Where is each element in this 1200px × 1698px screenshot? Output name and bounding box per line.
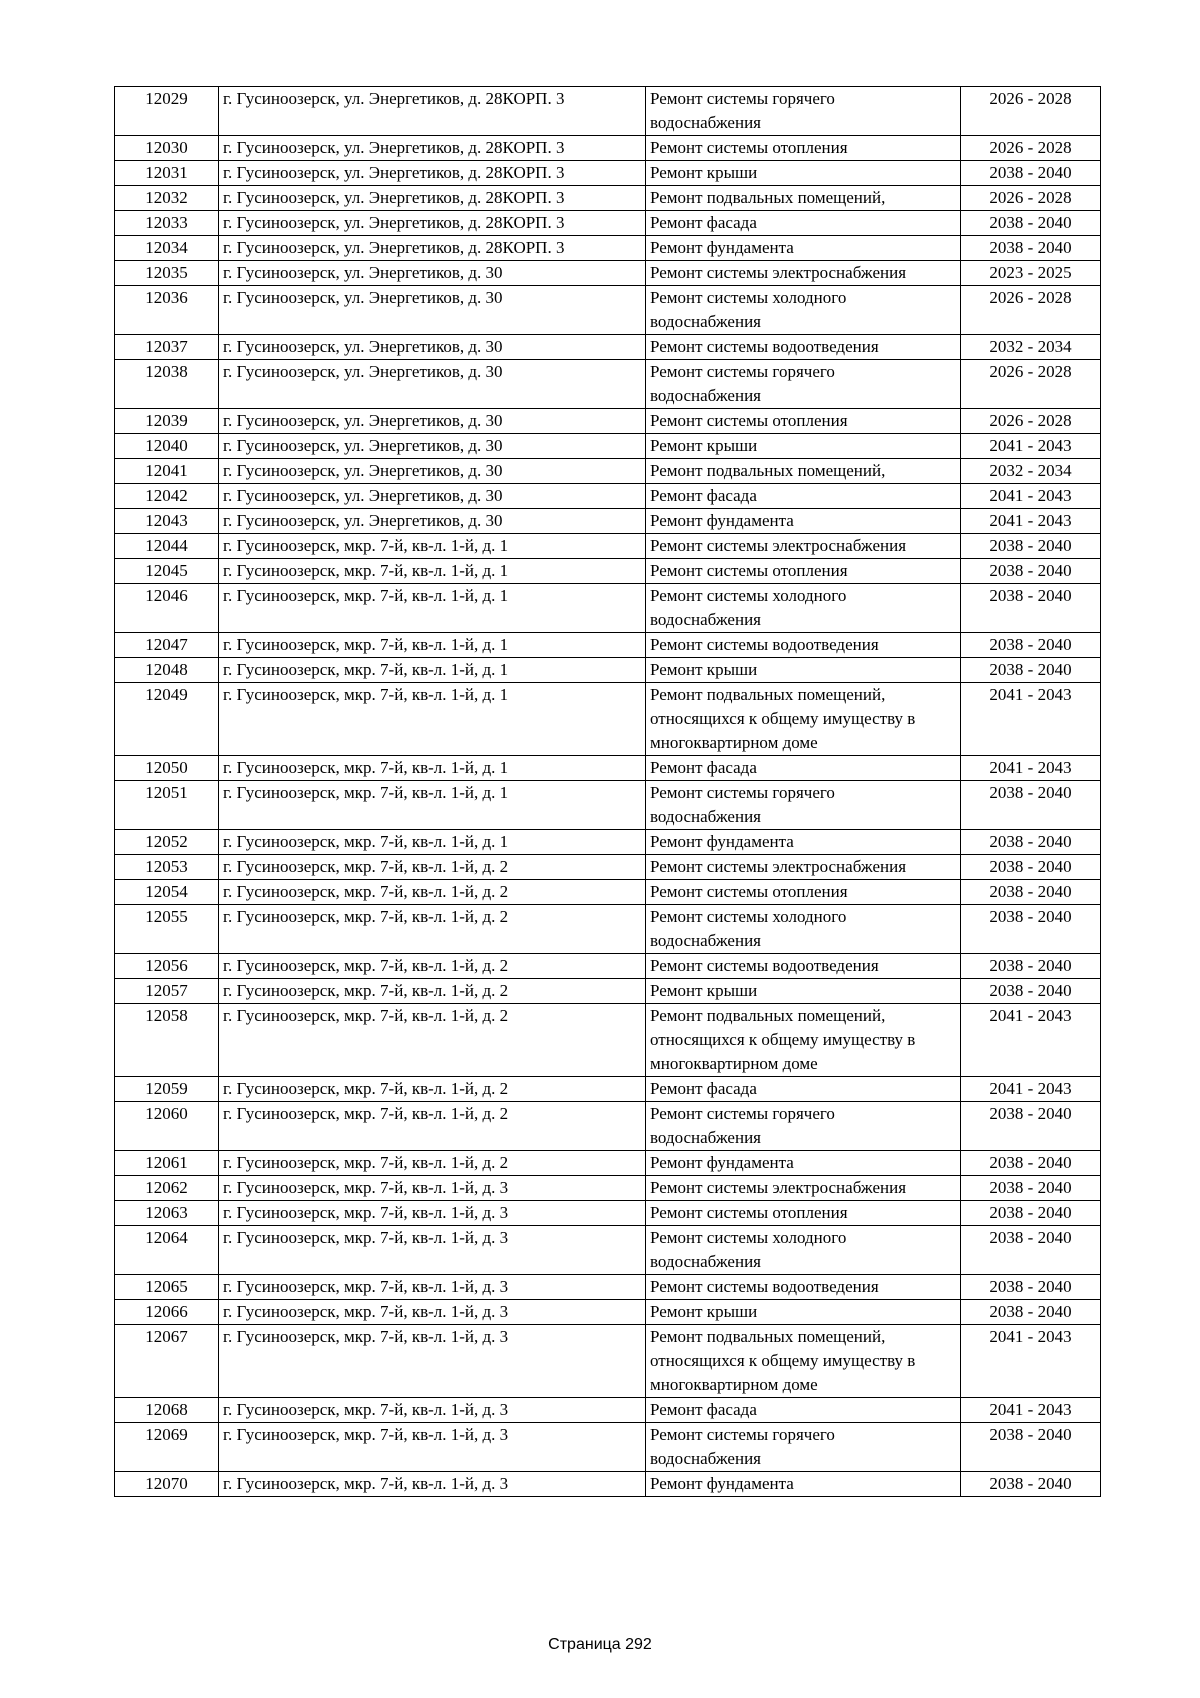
address-cell: г. Гусиноозерск, ул. Энергетиков, д. 30 <box>219 261 646 286</box>
period-cell: 2038 - 2040 <box>961 559 1101 584</box>
address-cell: г. Гусиноозерск, мкр. 7-й, кв-л. 1-й, д. 1 <box>219 830 646 855</box>
table-row <box>115 509 1101 534</box>
table-row <box>115 756 1101 781</box>
table-row <box>115 1004 1101 1077</box>
table-row <box>115 1151 1101 1176</box>
row-number-cell: 12063 <box>115 1201 219 1226</box>
table-row <box>115 979 1101 1004</box>
work-type-cell: Ремонт фасада <box>646 1398 961 1423</box>
period-cell: 2038 - 2040 <box>961 1472 1101 1497</box>
period-cell: 2038 - 2040 <box>961 1226 1101 1275</box>
address-cell: г. Гусиноозерск, ул. Энергетиков, д. 30 <box>219 409 646 434</box>
work-type-cell: Ремонт системы электроснабжения <box>646 534 961 559</box>
address-cell: г. Гусиноозерск, мкр. 7-й, кв-л. 1-й, д. 1 <box>219 683 646 756</box>
address-cell: г. Гусиноозерск, мкр. 7-й, кв-л. 1-й, д. 1 <box>219 781 646 830</box>
address-cell: г. Гусиноозерск, мкр. 7-й, кв-л. 1-й, д. 1 <box>219 584 646 633</box>
address-cell: г. Гусиноозерск, мкр. 7-й, кв-л. 1-й, д. 3 <box>219 1275 646 1300</box>
address-cell: г. Гусиноозерск, мкр. 7-й, кв-л. 1-й, д. 3 <box>219 1325 646 1398</box>
table-row <box>115 683 1101 756</box>
work-type-cell: Ремонт системы горячего водоснабжения <box>646 1423 961 1472</box>
address-cell: г. Гусиноозерск, ул. Энергетиков, д. 30 <box>219 509 646 534</box>
row-number-cell: 12029 <box>115 87 219 136</box>
address-cell: г. Гусиноозерск, мкр. 7-й, кв-л. 1-й, д. 2 <box>219 979 646 1004</box>
table-row <box>115 484 1101 509</box>
work-type-cell: Ремонт системы отопления <box>646 559 961 584</box>
work-type-cell: Ремонт системы электроснабжения <box>646 261 961 286</box>
period-cell: 2038 - 2040 <box>961 905 1101 954</box>
work-type-cell: Ремонт системы холодного водоснабжения <box>646 905 961 954</box>
table-row <box>115 1201 1101 1226</box>
address-cell: г. Гусиноозерск, ул. Энергетиков, д. 30 <box>219 459 646 484</box>
work-type-cell: Ремонт крыши <box>646 979 961 1004</box>
address-cell: г. Гусиноозерск, мкр. 7-й, кв-л. 1-й, д. 2 <box>219 880 646 905</box>
period-cell: 2038 - 2040 <box>961 658 1101 683</box>
row-number-cell: 12065 <box>115 1275 219 1300</box>
address-cell: г. Гусиноозерск, мкр. 7-й, кв-л. 1-й, д. 1 <box>219 534 646 559</box>
row-number-cell: 12039 <box>115 409 219 434</box>
address-cell: г. Гусиноозерск, мкр. 7-й, кв-л. 1-й, д. 2 <box>219 954 646 979</box>
page-number: Страница 292 <box>548 1636 652 1653</box>
period-cell: 2026 - 2028 <box>961 87 1101 136</box>
period-cell: 2038 - 2040 <box>961 534 1101 559</box>
work-type-cell: Ремонт подвальных помещений, <box>646 459 961 484</box>
work-type-cell: Ремонт системы горячего водоснабжения <box>646 1102 961 1151</box>
work-type-cell: Ремонт фундамента <box>646 509 961 534</box>
address-cell: г. Гусиноозерск, ул. Энергетиков, д. 30 <box>219 335 646 360</box>
period-cell: 2041 - 2043 <box>961 756 1101 781</box>
period-cell: 2038 - 2040 <box>961 1201 1101 1226</box>
address-cell: г. Гусиноозерск, мкр. 7-й, кв-л. 1-й, д. 3 <box>219 1300 646 1325</box>
address-cell: г. Гусиноозерск, ул. Энергетиков, д. 30 <box>219 484 646 509</box>
address-cell: г. Гусиноозерск, мкр. 7-й, кв-л. 1-й, д. 2 <box>219 1102 646 1151</box>
table-row <box>115 880 1101 905</box>
row-number-cell: 12042 <box>115 484 219 509</box>
table-body <box>115 87 1101 1497</box>
work-type-cell: Ремонт крыши <box>646 161 961 186</box>
address-cell: г. Гусиноозерск, ул. Энергетиков, д. 28КОРП. 3 <box>219 161 646 186</box>
row-number-cell: 12050 <box>115 756 219 781</box>
table-row <box>115 1398 1101 1423</box>
address-cell: г. Гусиноозерск, ул. Энергетиков, д. 28КОРП. 3 <box>219 211 646 236</box>
period-cell: 2041 - 2043 <box>961 1077 1101 1102</box>
row-number-cell: 12059 <box>115 1077 219 1102</box>
row-number-cell: 12030 <box>115 136 219 161</box>
period-cell: 2038 - 2040 <box>961 979 1101 1004</box>
row-number-cell: 12056 <box>115 954 219 979</box>
table-row <box>115 1176 1101 1201</box>
period-cell: 2038 - 2040 <box>961 1102 1101 1151</box>
table-row <box>115 261 1101 286</box>
period-cell: 2038 - 2040 <box>961 161 1101 186</box>
row-number-cell: 12040 <box>115 434 219 459</box>
table-row <box>115 830 1101 855</box>
row-number-cell: 12049 <box>115 683 219 756</box>
work-type-cell: Ремонт подвальных помещений, относящихся к общему имуществу в многоквартирном доме <box>646 1004 961 1077</box>
work-type-cell: Ремонт фасада <box>646 484 961 509</box>
address-cell: г. Гусиноозерск, мкр. 7-й, кв-л. 1-й, д. 2 <box>219 1151 646 1176</box>
work-type-cell: Ремонт системы водоотведения <box>646 335 961 360</box>
row-number-cell: 12044 <box>115 534 219 559</box>
row-number-cell: 12058 <box>115 1004 219 1077</box>
row-number-cell: 12068 <box>115 1398 219 1423</box>
period-cell: 2032 - 2034 <box>961 335 1101 360</box>
row-number-cell: 12031 <box>115 161 219 186</box>
address-cell: г. Гусиноозерск, мкр. 7-й, кв-л. 1-й, д. 1 <box>219 756 646 781</box>
row-number-cell: 12052 <box>115 830 219 855</box>
address-cell: г. Гусиноозерск, ул. Энергетиков, д. 30 <box>219 360 646 409</box>
work-type-cell: Ремонт фундамента <box>646 236 961 261</box>
work-type-cell: Ремонт системы отопления <box>646 409 961 434</box>
work-type-cell: Ремонт системы водоотведения <box>646 954 961 979</box>
row-number-cell: 12043 <box>115 509 219 534</box>
period-cell: 2026 - 2028 <box>961 186 1101 211</box>
table-row <box>115 360 1101 409</box>
period-cell: 2038 - 2040 <box>961 1275 1101 1300</box>
period-cell: 2023 - 2025 <box>961 261 1101 286</box>
table-row <box>115 236 1101 261</box>
period-cell: 2032 - 2034 <box>961 459 1101 484</box>
address-cell: г. Гусиноозерск, ул. Энергетиков, д. 30 <box>219 434 646 459</box>
period-cell: 2041 - 2043 <box>961 509 1101 534</box>
period-cell: 2041 - 2043 <box>961 434 1101 459</box>
table-row <box>115 1102 1101 1151</box>
period-cell: 2038 - 2040 <box>961 880 1101 905</box>
period-cell: 2026 - 2028 <box>961 409 1101 434</box>
address-cell: г. Гусиноозерск, мкр. 7-й, кв-л. 1-й, д. 3 <box>219 1176 646 1201</box>
work-type-cell: Ремонт фасада <box>646 756 961 781</box>
table-row <box>115 954 1101 979</box>
row-number-cell: 12062 <box>115 1176 219 1201</box>
address-cell: г. Гусиноозерск, ул. Энергетиков, д. 28КОРП. 3 <box>219 186 646 211</box>
row-number-cell: 12066 <box>115 1300 219 1325</box>
table-row <box>115 286 1101 335</box>
table-row <box>115 781 1101 830</box>
work-type-cell: Ремонт крыши <box>646 1300 961 1325</box>
period-cell: 2026 - 2028 <box>961 136 1101 161</box>
row-number-cell: 12070 <box>115 1472 219 1497</box>
work-type-cell: Ремонт системы холодного водоснабжения <box>646 584 961 633</box>
work-type-cell: Ремонт фундамента <box>646 830 961 855</box>
address-cell: г. Гусиноозерск, ул. Энергетиков, д. 30 <box>219 286 646 335</box>
period-cell: 2038 - 2040 <box>961 1423 1101 1472</box>
address-cell: г. Гусиноозерск, ул. Энергетиков, д. 28КОРП. 3 <box>219 236 646 261</box>
table-row <box>115 633 1101 658</box>
table-row <box>115 1423 1101 1472</box>
row-number-cell: 12047 <box>115 633 219 658</box>
work-type-cell: Ремонт фундамента <box>646 1151 961 1176</box>
table-row <box>115 1077 1101 1102</box>
work-type-cell: Ремонт системы водоотведения <box>646 1275 961 1300</box>
address-cell: г. Гусиноозерск, мкр. 7-й, кв-л. 1-й, д. 1 <box>219 559 646 584</box>
work-type-cell: Ремонт системы отопления <box>646 1201 961 1226</box>
period-cell: 2038 - 2040 <box>961 1151 1101 1176</box>
work-type-cell: Ремонт системы электроснабжения <box>646 855 961 880</box>
work-type-cell: Ремонт системы отопления <box>646 136 961 161</box>
work-type-cell: Ремонт фундамента <box>646 1472 961 1497</box>
work-type-cell: Ремонт крыши <box>646 434 961 459</box>
table-row <box>115 136 1101 161</box>
row-number-cell: 12034 <box>115 236 219 261</box>
table-row <box>115 905 1101 954</box>
period-cell: 2026 - 2028 <box>961 286 1101 335</box>
address-cell: г. Гусиноозерск, мкр. 7-й, кв-л. 1-й, д. 2 <box>219 905 646 954</box>
table-row <box>115 434 1101 459</box>
table-row <box>115 186 1101 211</box>
work-type-cell: Ремонт системы электроснабжения <box>646 1176 961 1201</box>
row-number-cell: 12048 <box>115 658 219 683</box>
address-cell: г. Гусиноозерск, мкр. 7-й, кв-л. 1-й, д. 2 <box>219 855 646 880</box>
address-cell: г. Гусиноозерск, мкр. 7-й, кв-л. 1-й, д. 2 <box>219 1004 646 1077</box>
table-row <box>115 1300 1101 1325</box>
row-number-cell: 12041 <box>115 459 219 484</box>
work-type-cell: Ремонт системы горячего водоснабжения <box>646 360 961 409</box>
table-row <box>115 1325 1101 1398</box>
work-type-cell: Ремонт системы холодного водоснабжения <box>646 286 961 335</box>
period-cell: 2038 - 2040 <box>961 781 1101 830</box>
address-cell: г. Гусиноозерск, мкр. 7-й, кв-л. 1-й, д. 2 <box>219 1077 646 1102</box>
row-number-cell: 12032 <box>115 186 219 211</box>
work-type-cell: Ремонт подвальных помещений, относящихся к общему имуществу в многоквартирном доме <box>646 1325 961 1398</box>
address-cell: г. Гусиноозерск, ул. Энергетиков, д. 28КОРП. 3 <box>219 136 646 161</box>
table-row <box>115 584 1101 633</box>
period-cell: 2038 - 2040 <box>961 236 1101 261</box>
work-type-cell: Ремонт системы отопления <box>646 880 961 905</box>
period-cell: 2026 - 2028 <box>961 360 1101 409</box>
address-cell: г. Гусиноозерск, мкр. 7-й, кв-л. 1-й, д. 3 <box>219 1398 646 1423</box>
period-cell: 2038 - 2040 <box>961 584 1101 633</box>
work-type-cell: Ремонт системы горячего водоснабжения <box>646 87 961 136</box>
row-number-cell: 12069 <box>115 1423 219 1472</box>
period-cell: 2038 - 2040 <box>961 855 1101 880</box>
table-row <box>115 161 1101 186</box>
table-row <box>115 534 1101 559</box>
address-cell: г. Гусиноозерск, мкр. 7-й, кв-л. 1-й, д. 1 <box>219 633 646 658</box>
table-row <box>115 211 1101 236</box>
period-cell: 2038 - 2040 <box>961 954 1101 979</box>
period-cell: 2038 - 2040 <box>961 830 1101 855</box>
row-number-cell: 12037 <box>115 335 219 360</box>
table-row <box>115 1226 1101 1275</box>
table-row <box>115 658 1101 683</box>
row-number-cell: 12061 <box>115 1151 219 1176</box>
address-cell: г. Гусиноозерск, ул. Энергетиков, д. 28КОРП. 3 <box>219 87 646 136</box>
address-cell: г. Гусиноозерск, мкр. 7-й, кв-л. 1-й, д. 3 <box>219 1201 646 1226</box>
table-row <box>115 335 1101 360</box>
row-number-cell: 12064 <box>115 1226 219 1275</box>
row-number-cell: 12060 <box>115 1102 219 1151</box>
period-cell: 2038 - 2040 <box>961 1176 1101 1201</box>
work-type-cell: Ремонт подвальных помещений, относящихся к общему имуществу в многоквартирном доме <box>646 683 961 756</box>
period-cell: 2038 - 2040 <box>961 633 1101 658</box>
period-cell: 2041 - 2043 <box>961 484 1101 509</box>
row-number-cell: 12053 <box>115 855 219 880</box>
row-number-cell: 12054 <box>115 880 219 905</box>
work-type-cell: Ремонт системы водоотведения <box>646 633 961 658</box>
row-number-cell: 12038 <box>115 360 219 409</box>
row-number-cell: 12046 <box>115 584 219 633</box>
period-cell: 2038 - 2040 <box>961 211 1101 236</box>
period-cell: 2041 - 2043 <box>961 1398 1101 1423</box>
period-cell: 2041 - 2043 <box>961 1325 1101 1398</box>
row-number-cell: 12067 <box>115 1325 219 1398</box>
period-cell: 2041 - 2043 <box>961 1004 1101 1077</box>
work-type-cell: Ремонт крыши <box>646 658 961 683</box>
address-cell: г. Гусиноозерск, мкр. 7-й, кв-л. 1-й, д. 1 <box>219 658 646 683</box>
row-number-cell: 12057 <box>115 979 219 1004</box>
table-row <box>115 1472 1101 1497</box>
work-type-cell: Ремонт фасада <box>646 211 961 236</box>
row-number-cell: 12033 <box>115 211 219 236</box>
table-row <box>115 87 1101 136</box>
period-cell: 2038 - 2040 <box>961 1300 1101 1325</box>
address-cell: г. Гусиноозерск, мкр. 7-й, кв-л. 1-й, д. 3 <box>219 1226 646 1275</box>
row-number-cell: 12036 <box>115 286 219 335</box>
row-number-cell: 12035 <box>115 261 219 286</box>
table-row <box>115 1275 1101 1300</box>
row-number-cell: 12045 <box>115 559 219 584</box>
table-row <box>115 459 1101 484</box>
table-row <box>115 409 1101 434</box>
row-number-cell: 12051 <box>115 781 219 830</box>
address-cell: г. Гусиноозерск, мкр. 7-й, кв-л. 1-й, д. 3 <box>219 1472 646 1497</box>
table-row <box>115 559 1101 584</box>
address-cell: г. Гусиноозерск, мкр. 7-й, кв-л. 1-й, д. 3 <box>219 1423 646 1472</box>
table-row <box>115 855 1101 880</box>
work-type-cell: Ремонт системы холодного водоснабжения <box>646 1226 961 1275</box>
period-cell: 2041 - 2043 <box>961 683 1101 756</box>
work-type-cell: Ремонт системы горячего водоснабжения <box>646 781 961 830</box>
work-type-cell: Ремонт подвальных помещений, <box>646 186 961 211</box>
row-number-cell: 12055 <box>115 905 219 954</box>
work-type-cell: Ремонт фасада <box>646 1077 961 1102</box>
repair-schedule-table <box>114 86 1101 1497</box>
